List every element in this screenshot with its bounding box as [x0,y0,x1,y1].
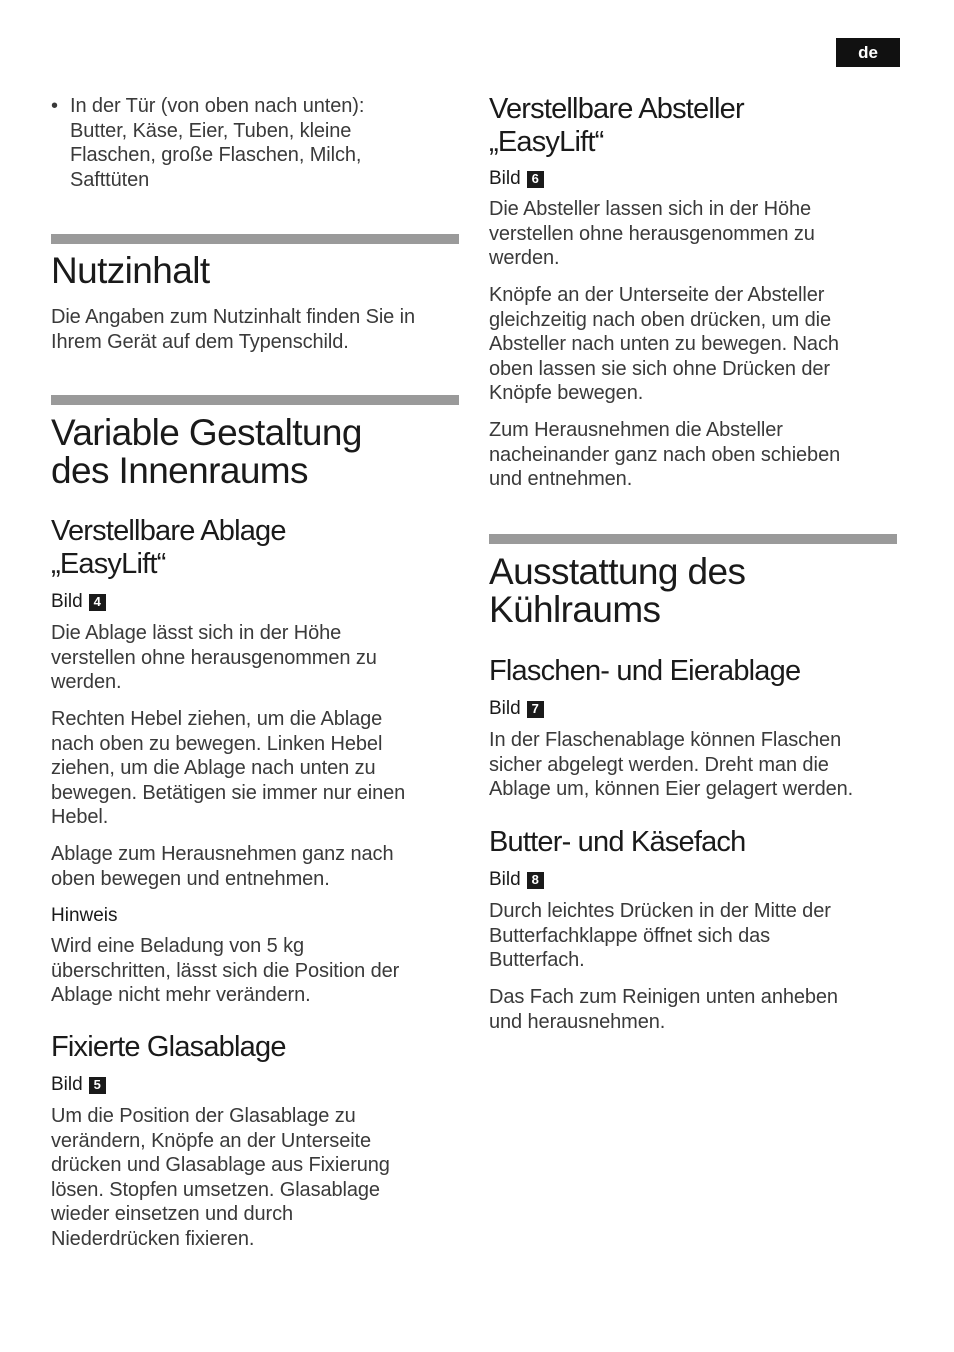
figure-number: 4 [89,594,106,611]
ablage-paragraph-2 [51,707,461,830]
figure-label: Bild [489,698,521,719]
paragraph-line: und herausnehmen. [489,1010,666,1033]
paragraph-line: Niederdrücken fixieren. [51,1227,255,1250]
subsection-title-butter: Butter- und Käsefach [489,826,746,858]
figure-reference [489,698,899,720]
paragraph-line: Die Absteller lassen sich in der Höhe [489,198,812,220]
paragraph-line: werden. [489,247,560,269]
paragraph-line: Ihrem Gerät auf dem Typenschild. [51,330,349,353]
figure-label: Bild [51,591,83,612]
paragraph-line: Rechten Hebel ziehen, um die Ablage [51,708,383,730]
paragraph-line: Zum Herausnehmen die Absteller [489,419,783,441]
paragraph-line: Hebel. [51,806,109,828]
bullet-text [70,94,461,192]
subsection-title-ablage [51,515,461,581]
paragraph-line: Wird eine Beladung von 5 kg [51,935,305,957]
paragraph-line: wieder einsetzen und durch [51,1203,293,1225]
paragraph-line: oben lassen sie sich ohne Drücken der [489,357,830,380]
paragraph-line: Die Ablage lässt sich in der Höhe [51,622,342,644]
paragraph-line: sicher abgelegt werden. Dreht man die [489,753,829,776]
paragraph-line: nacheinander ganz nach oben schieben [489,443,841,466]
paragraph-line: Ablage zum Herausnehmen ganz nach [51,843,394,865]
paragraph-line: gleichzeitig nach oben drücken, um die [489,308,831,331]
paragraph-line: Butterfachklappe öffnet sich das [489,924,771,947]
paragraph-line: nach oben zu bewegen. Linken Hebel [51,732,383,755]
door-contents-bullet [51,94,461,192]
section-divider [489,534,897,544]
paragraph-line: Ablage um, können Eier gelagert werden. [489,778,854,800]
title-line: Ausstattung des [489,551,746,592]
figure-number: 8 [527,872,544,889]
butter-paragraph-1 [489,899,899,973]
section-title-nutzinhalt: Nutzinhalt [51,250,210,291]
flaschen-paragraph [489,728,899,802]
bullet-line: Flaschen, große Flaschen, Milch, [70,144,362,166]
paragraph-line: lösen. Stopfen umsetzen. Glasablage [51,1178,380,1201]
figure-reference [51,1074,461,1096]
paragraph-line: überschritten, lässt sich die Position der [51,959,400,982]
paragraph-line: Das Fach zum Reinigen unten anheben [489,986,838,1008]
bullet-line: Butter, Käse, Eier, Tuben, kleine [70,119,352,142]
paragraph-line: und entnehmen. [489,468,633,490]
figure-label: Bild [489,869,521,890]
paragraph-line: verändern, Knöpfe an der Unterseite [51,1129,372,1152]
figure-number: 6 [527,171,544,188]
absteller-paragraph-3 [489,418,899,492]
section-divider [51,234,459,244]
title-line: „EasyLift“ [51,548,166,580]
figure-reference [489,168,899,190]
title-line: Verstellbare Absteller [489,93,744,125]
ablage-paragraph-1 [51,621,461,695]
figure-reference [51,591,461,613]
title-line: Variable Gestaltung [51,412,362,453]
paragraph-line: verstellen ohne herausgenommen zu [489,222,815,245]
ablage-paragraph-3 [51,842,461,891]
paragraph-line: Knöpfe an der Unterseite der Absteller [489,284,825,306]
paragraph-line: Knöpfe bewegen. [489,382,644,404]
paragraph-line: Ablage nicht mehr verändern. [51,984,311,1006]
paragraph-line: verstellen ohne herausgenommen zu [51,646,377,669]
paragraph-line: Um die Position der Glasablage zu [51,1105,356,1127]
bullet-line: In der Tür (von oben nach unten): [70,95,365,117]
subsection-title-absteller [489,93,899,159]
note-label: Hinweis [51,905,118,926]
paragraph-line: werden. [51,671,122,693]
bullet-icon: • [51,95,59,117]
section-title-ausstattung [489,553,899,629]
title-line: Kühlraums [489,589,661,630]
paragraph-line: bewegen. Betätigen sie immer nur einen [51,781,406,804]
glasablage-paragraph [51,1104,461,1251]
figure-reference [489,869,899,891]
figure-label: Bild [489,168,521,189]
figure-label: Bild [51,1074,83,1095]
subsection-title-glasablage: Fixierte Glasablage [51,1031,286,1063]
absteller-paragraph-2 [489,283,899,406]
section-title-variable-gestaltung [51,414,461,490]
figure-number: 7 [527,701,544,718]
subsection-title-flaschen: Flaschen- und Eierablage [489,655,801,687]
title-line: Verstellbare Ablage [51,515,286,547]
title-line: „EasyLift“ [489,126,604,158]
absteller-paragraph-1 [489,197,899,271]
figure-number: 5 [89,1077,106,1094]
note-paragraph [51,934,461,1008]
language-badge: de [836,38,900,67]
nutzinhalt-paragraph [51,305,461,354]
section-divider [51,395,459,405]
paragraph-line: Absteller nach unten zu bewegen. Nach [489,333,839,355]
paragraph-line: drücken und Glasablage aus Fixierung [51,1154,390,1176]
paragraph-line: Butterfach. [489,949,585,971]
paragraph-line: In der Flaschenablage können Flaschen [489,729,842,751]
paragraph-line: Durch leichtes Drücken in der Mitte der [489,900,831,922]
bullet-line: Safttüten [70,168,150,191]
paragraph-line: ziehen, um die Ablage nach unten zu [51,757,376,779]
paragraph-line: Die Angaben zum Nutzinhalt finden Sie in [51,306,416,328]
paragraph-line: oben bewegen und entnehmen. [51,867,330,890]
title-line: des Innenraums [51,450,308,491]
butter-paragraph-2 [489,985,899,1034]
